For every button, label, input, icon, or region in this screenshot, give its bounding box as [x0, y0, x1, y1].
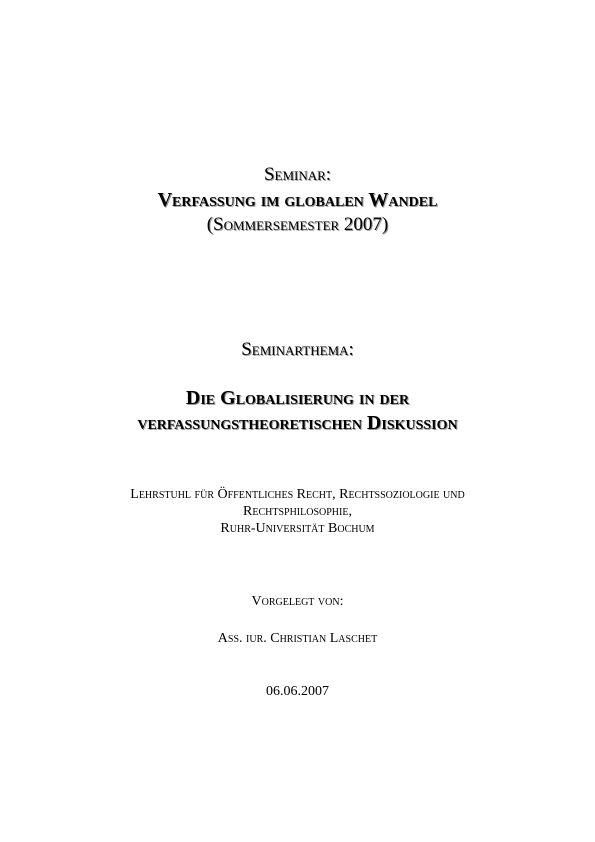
- submission-date: 06.06.2007: [266, 684, 329, 699]
- topic-title-line1: Die Globalisierung in der: [185, 387, 410, 409]
- topic-label: Seminarthema:: [241, 339, 354, 360]
- chair-line2: Rechtsphilosophie,: [243, 504, 352, 519]
- chair-line3: Ruhr-Universität Bochum: [220, 521, 375, 536]
- seminar-term: (Sommersemester 2007): [206, 214, 389, 235]
- seminar-title: Verfassung im globalen Wandel: [157, 189, 438, 211]
- submitted-by-label: Vorgelegt von:: [251, 594, 344, 609]
- chair-line1: Lehrstuhl für Öffentliches Recht, Rechtssoziologie und: [130, 487, 465, 502]
- author-name: Ass. iur. Christian Laschet: [217, 631, 378, 646]
- topic-title-line2: verfassungstheoretischen Diskussion: [137, 412, 458, 434]
- seminar-label: Seminar:: [263, 164, 332, 185]
